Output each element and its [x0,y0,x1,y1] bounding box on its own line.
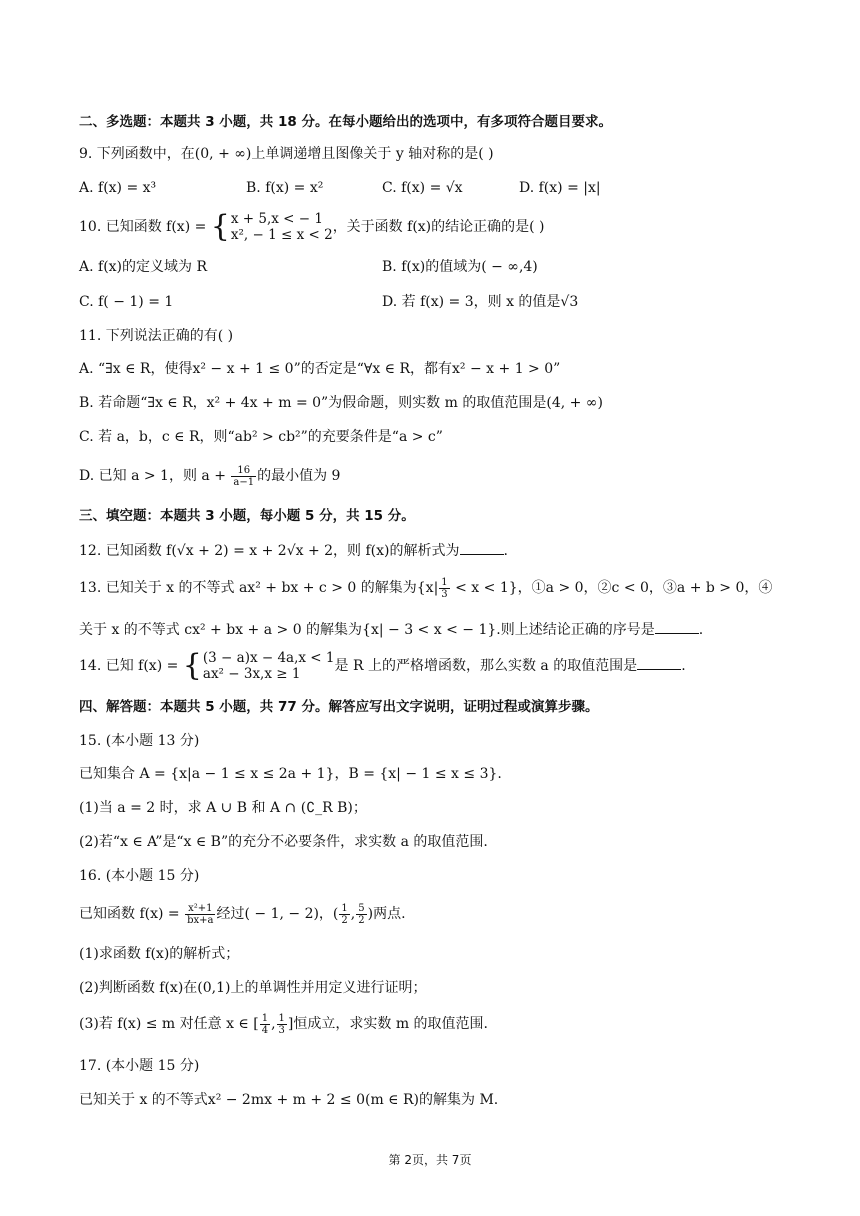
question-13-line-2 [79,619,703,640]
question-16-part-3-suffix: ]恒成立，求实数 m 的取值范围. [287,1016,489,1032]
fraction-denominator: 2 [341,914,348,926]
question-9-option-d: D. f(x) = |x| [519,180,601,196]
fraction-denominator: a−1 [233,476,255,488]
fraction [231,465,256,488]
question-14-suffix: 是 R 上的严格增函数，那么实数 a 的取值范围是 [334,658,638,674]
section-title-fill-blank: 三、填空题：本题共 3 小题，每小题 5 分，共 15 分。 [79,508,415,524]
question-16-heading: 16. (本小题 15 分) [79,868,200,884]
question-13-line-2-text: 关于 x 的不等式 cx² + bx + a > 0 的解集为{x| − 3 < x < − 1}.则上述结论正确的序号是 [79,622,655,638]
fraction-numerator: 5 [358,902,365,914]
question-10-cases [231,211,333,243]
fraction-denominator: 3 [441,588,448,600]
question-16-part-3-prefix: (3)若 f(x) ≤ m 对任意 x ∈ [ [79,1016,259,1032]
question-10-stem [79,209,545,245]
question-16-part-2: (2)判断函数 f(x)在(0,1)上的单调性并用定义进行证明； [79,980,427,996]
question-13-end: . [698,622,704,638]
question-10-option-a: A. f(x)的定义域为 R [79,259,208,275]
question-15-stem: 已知集合 A = {x|a − 1 ≤ x ≤ 2a + 1}，B = {x| − 1 ≤ x ≤ 3}. [79,766,502,782]
question-11-option-d [79,463,340,489]
answer-blank [460,540,504,555]
question-9-option-b: B. f(x) = x² [246,180,324,196]
fraction-denominator: bx+a [187,914,214,926]
piecewise-brace: { [182,648,202,683]
question-12-text: 12. 已知函数 f(√x + 2) = x + 2√x + 2，则 f(x)的解析式为 [79,543,460,559]
question-14-case-2: ax² − 3x,x ≥ 1 [202,666,301,682]
fraction [339,903,349,926]
fraction-numerator: 16 [231,465,256,477]
question-10-prefix: 10. 已知函数 f(x) = [79,219,211,235]
question-14 [79,648,686,684]
question-15-heading: 15. (本小题 13 分) [79,733,200,749]
question-16-stem-suffix: )两点. [367,906,406,922]
question-14-prefix: 14. 已知 f(x) = [79,658,183,674]
fraction-numerator: x²+1 [185,903,215,915]
question-9-option-a: A. f(x) = x³ [79,180,157,196]
question-14-case-1: (3 − a)x − 4a,x < 1 [202,650,335,666]
fraction [185,903,215,926]
fraction-denominator: 2 [358,914,365,926]
question-11-option-b: B. 若命题“∃x ∈ R，x² + 4x + m = 0”为假命题，则实数 m 的取值范围是(4, + ∞) [79,395,603,411]
question-13-middle: < x < 1}，①a > 0，②c < 0，③a + b > 0，④ [450,580,773,596]
question-10-case-2: x², − 1 ≤ x < 2 [230,227,333,243]
question-11-d-prefix: D. 已知 a > 1，则 a + [79,468,231,484]
question-9-stem: 9. 下列函数中，在(0, + ∞)上单调递增且图像关于 y 轴对称的是( ) [79,146,494,162]
fraction-denominator: 4 [261,1024,269,1036]
fraction-numerator: 1 [261,1012,269,1024]
question-11-option-a: A. “∃x ∈ R，使得x² − x + 1 ≤ 0”的否定是“∀x ∈ R，都有x² − x + 1 > 0” [79,361,561,377]
section-title-solution: 四、解答题：本题共 5 小题，共 77 分。解答应写出文字说明，证明过程或演算步骤。 [79,699,599,715]
question-11-stem: 11. 下列说法正确的有( ) [79,328,234,344]
question-9-option-c: C. f(x) = √x [382,180,463,196]
question-17-stem: 已知关于 x 的不等式x² − 2mx + m + 2 ≤ 0(m ∈ R)的解集为 M. [79,1092,499,1108]
fraction-numerator: 1 [441,576,448,588]
question-16-stem-prefix: 已知函数 f(x) = [79,906,185,922]
fraction-numerator: 1 [341,902,348,914]
question-12-end: . [503,543,508,559]
question-15-part-1: (1)当 a = 2 时，求 A ∪ B 和 A ∩ (∁_R B)； [79,800,367,816]
question-13-prefix: 13. 已知关于 x 的不等式 ax² + bx + c > 0 的解集为{x| [79,580,439,596]
question-16-part-3: (3)若 f(x) ≤ m 对任意 x ∈ [ $\frac{1}{4}$ , $\frac{1}{3}$ ]恒成立，求实数 m 的取值范围. [79,1012,489,1036]
question-17-heading: 17. (本小题 15 分) [79,1058,200,1074]
question-12 [79,540,508,561]
question-11-option-c: C. 若 a，b，c ∈ R，则“ab² > cb²”的充要条件是“a > c” [79,429,443,445]
fraction-denominator: 3 [278,1024,285,1036]
fraction [277,1013,287,1036]
fraction [260,1013,270,1036]
answer-blank [655,619,699,634]
piecewise-brace: { [210,209,230,244]
question-10-case-1: x + 5,x < − 1 [230,211,323,227]
fraction-numerator: 1 [278,1012,285,1024]
question-11-d-suffix: 的最小值为 9 [257,468,341,484]
question-15-part-2: (2)若“x ∈ A”是“x ∈ B”的充分不必要条件，求实数 a 的取值范围. [79,834,488,850]
question-16-part-1: (1)求函数 f(x)的解析式； [79,946,240,962]
question-16-stem-mid: 经过( − 1, − 2)，( [216,906,339,922]
section-title-multiple-choice: 二、多选题：本题共 3 小题，共 18 分。在每小题给出的选项中，有多项符合题目要求。 [79,114,612,130]
question-10-option-c: C. f( − 1) = 1 [79,294,174,310]
question-10-suffix: ，关于函数 f(x)的结论正确的是( ) [332,219,545,235]
page-number: 第 2页，共 7页 [388,1153,472,1167]
question-10-option-b: B. f(x)的值域为( − ∞,4) [382,259,538,275]
question-14-cases [203,650,335,682]
question-14-end: . [681,658,686,674]
question-13-line-1 [79,575,772,601]
fraction [356,903,366,926]
question-16-stem: 已知函数 f(x) = $\frac{\text{x²+1}}{bx+a}$ 经过( − 1, − 2)，( $\frac{1}{2}$ , $\frac{5}{2}$ )两点. [79,902,406,926]
fraction [439,577,449,600]
question-10-option-d: D. 若 f(x) = 3，则 x 的值是√3 [382,294,579,310]
answer-blank [637,655,681,670]
